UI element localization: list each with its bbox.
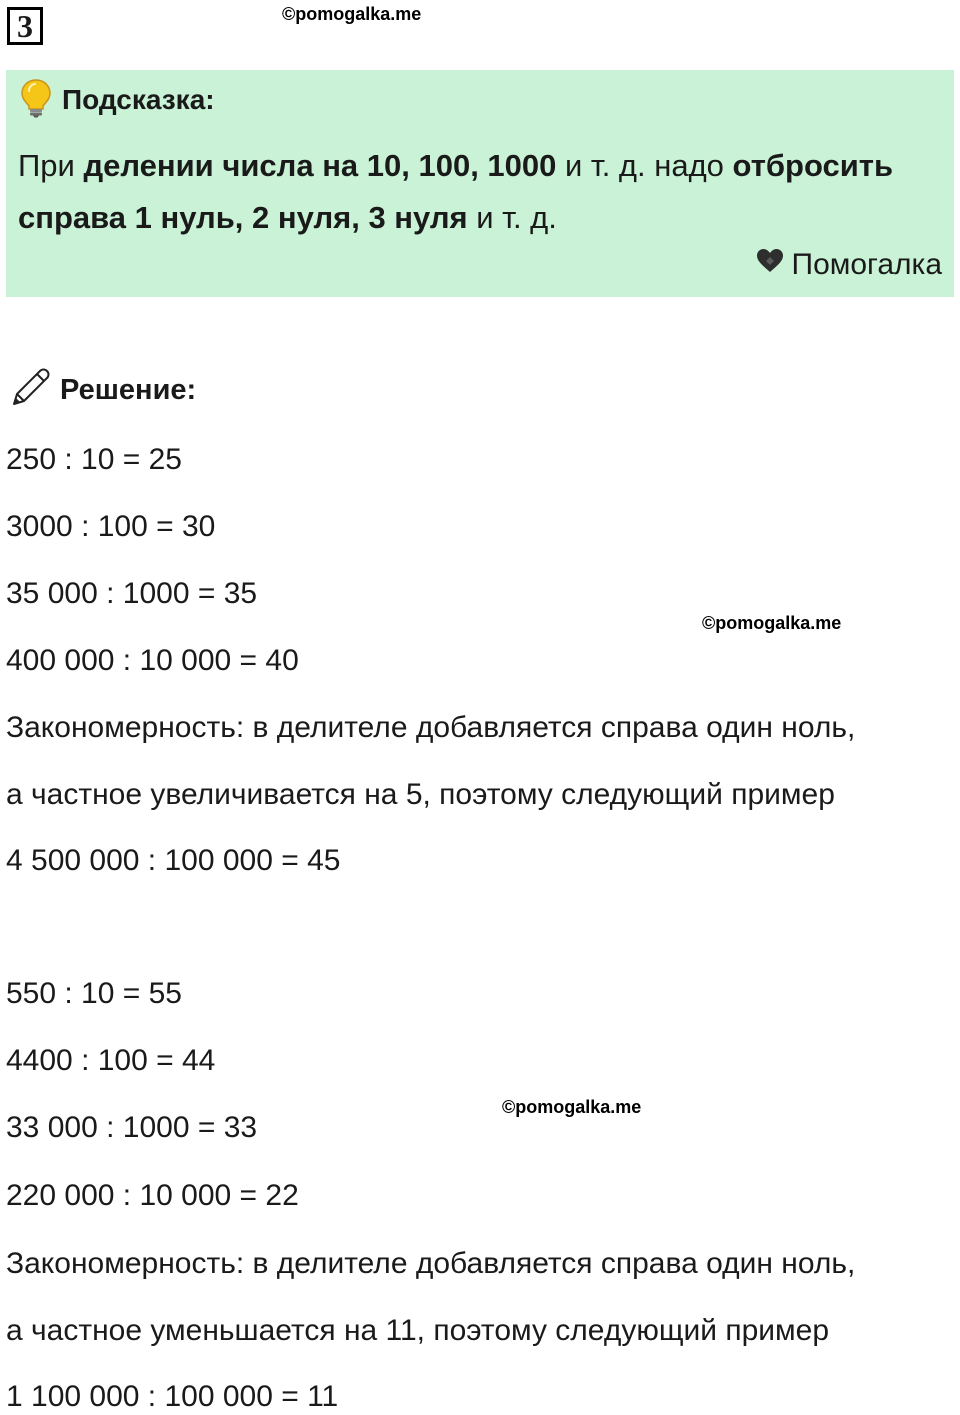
heart-icon (756, 248, 784, 282)
lightbulb-icon (20, 78, 52, 123)
solution-line: 250 : 10 = 25 (6, 443, 182, 476)
hint-header (20, 78, 215, 122)
solution-line: 400 000 : 10 000 = 40 (6, 644, 299, 677)
solution-header (8, 368, 196, 412)
solution-line: а частное уменьшается на 11, поэтому следующий пример (6, 1314, 830, 1347)
solution-line: 220 000 : 10 000 = 22 (6, 1179, 299, 1212)
solution-line: 3000 : 100 = 30 (6, 510, 216, 543)
pencil-icon (8, 366, 52, 415)
task-number: 3 (7, 7, 43, 45)
solution-line: Закономерность: в делителе добавляется справа один ноль, (6, 1247, 856, 1280)
solution-title: Решение: (60, 373, 197, 406)
solution-line: а частное увеличивается на 5, поэтому следующий пример (6, 778, 835, 811)
hint-text-part: и т. д. надо (556, 148, 733, 183)
solution-line: Закономерность: в делителе добавляется справа один ноль, (6, 711, 856, 744)
solution-line: 1 100 000 : 100 000 = 11 (6, 1380, 339, 1413)
watermark: ©pomogalka.me (282, 4, 422, 24)
watermark: ©pomogalka.me (702, 613, 842, 633)
hint-text-part: и т. д. (467, 200, 557, 235)
hint-text-part: При (18, 148, 84, 183)
solution-line: 550 : 10 = 55 (6, 977, 182, 1010)
solution-line: 35 000 : 1000 = 35 (6, 577, 258, 610)
hint-signature (756, 248, 943, 282)
hint-text-part: отбросить справа 1 нуль, 2 нуля, 3 нуля (18, 148, 894, 235)
watermark: ©pomogalka.me (502, 1097, 642, 1117)
hint-text (18, 140, 943, 244)
solution-line: 4 500 000 : 100 000 = 45 (6, 844, 341, 877)
signature-text: Помогалка (791, 248, 942, 281)
hint-title: Подсказка: (62, 84, 215, 115)
hint-box (6, 70, 954, 297)
solution-line: 33 000 : 1000 = 33 (6, 1111, 258, 1144)
hint-text-part: делении числа на 10, 100, 1000 (83, 148, 557, 183)
solution-line: 4400 : 100 = 44 (6, 1044, 216, 1077)
